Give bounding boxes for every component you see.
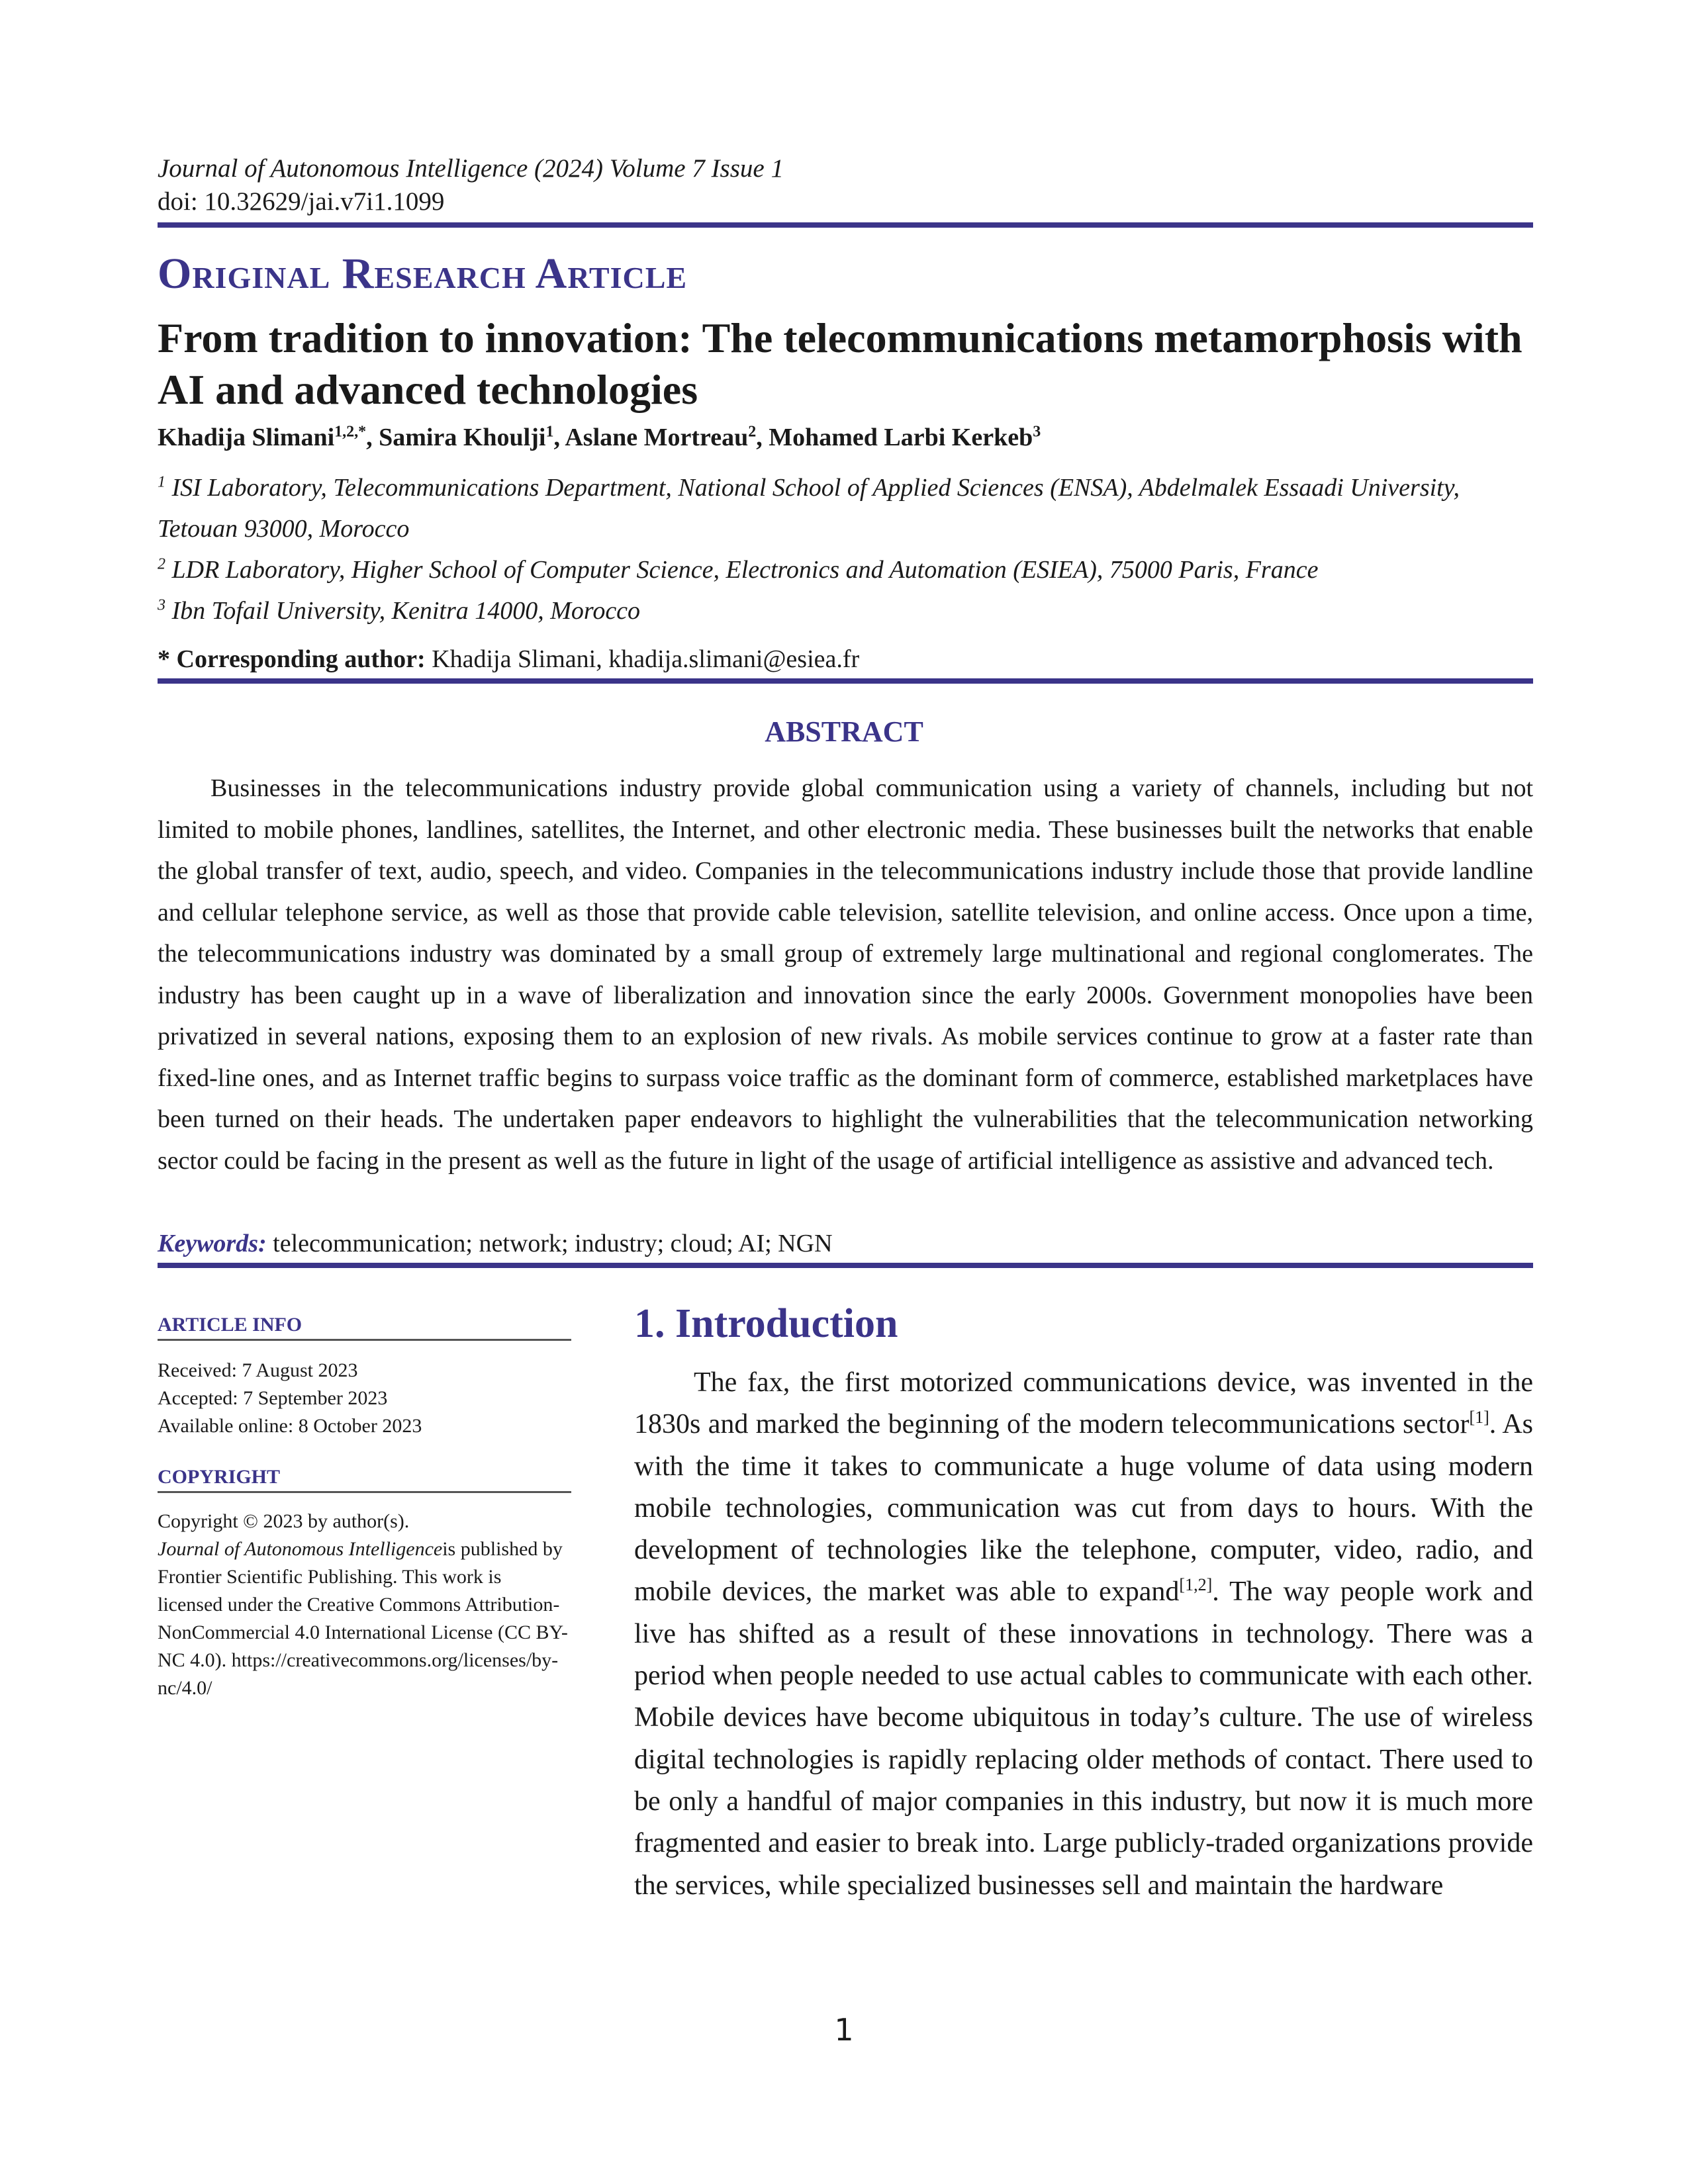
article-info-dates [158, 1357, 571, 1440]
author-affil-sup: 1 [545, 423, 554, 441]
copyright-heading: COPYRIGHT [158, 1466, 571, 1493]
online-date: Available online: 8 October 2023 [158, 1415, 422, 1437]
keywords-label: Keywords: [158, 1230, 267, 1257]
abstract-top-rule [158, 678, 1533, 684]
header-rule [158, 222, 1533, 228]
citation-ref[interactable]: [1,2] [1179, 1575, 1213, 1595]
keywords [158, 1228, 833, 1260]
copyright-line: Copyright © 2023 by author(s). [158, 1510, 410, 1532]
article-info-heading: ARTICLE INFO [158, 1314, 571, 1341]
keywords-text: telecommunication; network; industry; cloud; AI; NGN [273, 1230, 833, 1257]
author-name: Aslane Mortreau [565, 424, 749, 451]
copyright-text [158, 1508, 571, 1702]
affiliation-num: 2 [158, 555, 165, 573]
journal-name: Journal of Autonomous Intelligence [158, 1538, 443, 1560]
journal-citation: Journal of Autonomous Intelligence (2024) Volume 7 Issue 1 [158, 154, 784, 183]
affiliation-text: ISI Laboratory, Telecommunications Department, National School of Applied Sciences (ENSA), Abdelmalek Essaadi University, Tetouan 93000, Morocco [158, 474, 1460, 543]
accepted-date: Accepted: 7 September 2023 [158, 1387, 388, 1409]
author-affil-sup: 2 [748, 423, 757, 441]
author-name: Samira Khoulji [379, 424, 546, 451]
affiliation-num: 3 [158, 596, 165, 614]
article-type: Original Research Article [158, 250, 688, 298]
author-list: Khadija Slimani$^{1,2,*}$, Samira Khoulji$^1$, Aslane Mortreau$^2$, Mohamed Larbi Kerkeb$^3$ [158, 423, 1041, 451]
affiliation-num: 1 [158, 473, 165, 491]
author-affil-sup: 1,2,* [334, 423, 367, 441]
intro-text-part: . The way people work and live has shifted as a result of these innovations in technology. There was a period when people needed to use actual cables to communicate with each other. Mobile devices have become ubiquitous in today’s culture. The use of wireless digital technologies is rapidly replacing older methods of contact. There used to be only a handful of major companies in this industry, but now it is much more fragmented and easier to break into. Large publicly-traded organizations provide the services, while specialized businesses sell and maintain the hardware [634, 1576, 1533, 1901]
doi: doi: 10.32629/jai.v7i1.1099 [158, 187, 445, 216]
introduction-heading: 1. Introduction [634, 1301, 898, 1346]
intro-text-part: . As with the time it takes to communicate a huge volume of data using modern mobile technologies, communication was cut from days to hours. With the development of technologies like the telephone, computer, video, radio, and mobile devices, the market was able to expand [634, 1409, 1534, 1608]
page-number: 1 [834, 2012, 854, 2048]
author-name: Khadija Slimani [158, 424, 335, 451]
author-name: Mohamed Larbi Kerkeb [769, 424, 1033, 451]
abstract-heading: ABSTRACT [765, 715, 923, 748]
intro-text-part: The fax, the first motorized communications device, was invented in the 1830s and marked the beginning of the modern telecommunications sector [634, 1367, 1533, 1440]
author-affil-sup: 3 [1033, 423, 1041, 441]
citation-ref[interactable]: [1] [1469, 1408, 1489, 1428]
introduction-text [634, 1362, 1533, 1907]
corresponding-contact[interactable]: Khadija Slimani, khadija.slimani@esiea.fr [432, 645, 860, 673]
affiliation-text: Ibn Tofail University, Kenitra 14000, Morocco [171, 597, 641, 625]
affiliation-text: LDR Laboratory, Higher School of Computer Science, Electronics and Automation (ESIEA), 75000 Paris, France [171, 556, 1319, 584]
abstract-text: Businesses in the telecommunications industry provide global communication using a variety of channels, including but not limited to mobile phones, landlines, satellites, the Internet, and other electronic media. These businesses built the networks that enable the global transfer of text, audio, speech, and video. Companies in the telecommunications industry include those that provide landline and cellular telephone service, as well as those that provide cable television, satellite television, and online access. Once upon a time, the telecommunications industry was dominated by a small group of extremely large multinational and regional conglomerates. The industry has been caught up in a wave of liberalization and innovation since the early 2000s. Government monopolies have been privatized in several nations, exposing them to an explosion of new rivals. As mobile services continue to grow at a faster rate than fixed-line ones, and as Internet traffic begins to surpass voice traffic as the dominant form of commerce, established marketplaces have been turned on their heads. The undertaken paper endeavors to highlight the vulnerabilities that the telecommunication networking sector could be facing in the present as well as the future in light of the usage of artificial intelligence as assistive and advanced tech. [158, 774, 1533, 1175]
abstract-bottom-rule [158, 1263, 1533, 1268]
received-date: Received: 7 August 2023 [158, 1359, 358, 1381]
corresponding-label: * Corresponding author: [158, 645, 426, 673]
paper-title: From tradition to innovation: The telecommunications metamorphosis with AI and advanced technologies [158, 314, 1523, 413]
corresponding-author [158, 643, 859, 676]
license-text: is published by Frontier Scientific Publishing. This work is licensed under the Creative Commons Attribution-NonCommercial 4.0 International License (CC BY-NC 4.0). https://creativecommons.org/licenses/by-nc/4.0/ [158, 1538, 568, 1699]
affiliation-3 [158, 590, 1533, 631]
affiliation-2 [158, 549, 1533, 590]
copyright-license [158, 1535, 571, 1702]
affiliation-1 [158, 467, 1533, 549]
